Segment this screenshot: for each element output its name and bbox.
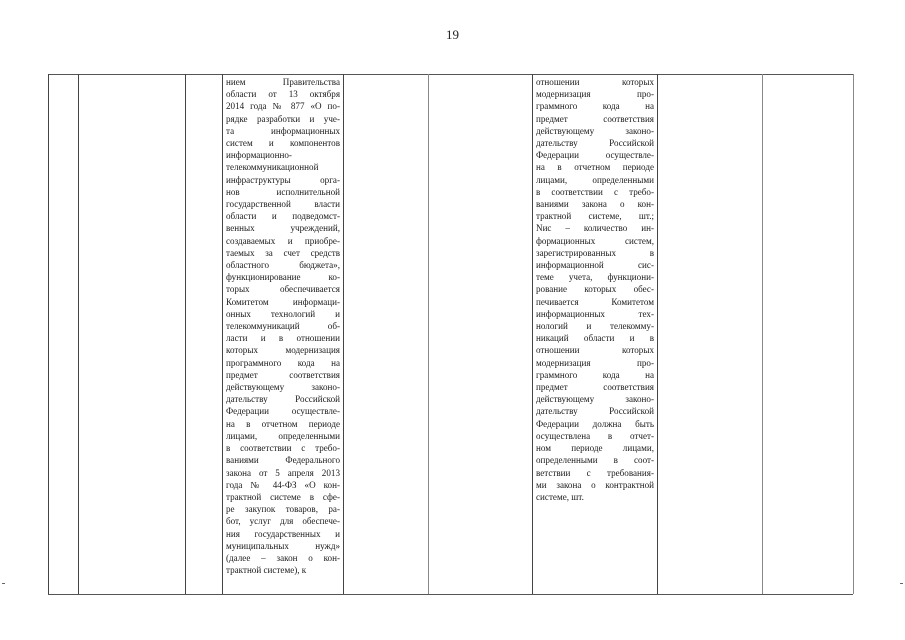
text-line: ном периоде лицами, <box>536 443 654 454</box>
text-line: дательству Российской <box>536 406 654 417</box>
text-line: дательству Российской <box>226 394 340 405</box>
text-line: государственной власти <box>226 199 340 210</box>
text-line: Федерации должна быть <box>536 418 654 429</box>
text-line: области от 13 октября <box>226 89 340 100</box>
page-number: 19 <box>446 27 459 42</box>
table-frame <box>48 74 853 595</box>
column-divider-7 <box>532 74 533 594</box>
text-line: та информационных <box>226 125 340 136</box>
text-line: инфраструктуры орга- <box>226 174 340 185</box>
text-line: предмет соответствия <box>536 382 654 393</box>
text-line: трактной системе), к <box>226 565 307 576</box>
text-line: трактной системе в сфе- <box>226 491 340 502</box>
text-line: в соответствии с требо- <box>226 443 340 454</box>
text-line: нием Правительства <box>226 77 340 87</box>
text-line: предмет соответствия <box>226 369 340 380</box>
text-line: областного бюджета», <box>226 260 340 271</box>
text-line: граммного кода на <box>536 101 654 112</box>
table-cell-calculation-method <box>536 76 654 503</box>
text-line: функционирование ко- <box>226 272 340 283</box>
text-line: ми закона о контрактной <box>536 479 654 490</box>
text-line: торых обеспечивается <box>226 284 340 295</box>
text-line: нов исполнительной <box>226 186 340 197</box>
text-line: венных учреждений, <box>226 223 340 234</box>
text-line: ласти и в отношении <box>226 333 340 344</box>
text-line: ния государственных и <box>226 528 340 539</box>
text-line: на в отчетном периоде <box>536 162 654 173</box>
text-line: муниципальных нужд» <box>226 540 340 551</box>
column-divider-2 <box>78 74 79 594</box>
text-line: Комитетом информаци- <box>226 296 340 307</box>
text-line: ваниями закона о кон- <box>536 199 654 210</box>
text-line: рование которых обес- <box>536 284 654 295</box>
text-line: таемых за счет средств <box>226 247 340 258</box>
text-line: формационных систем, <box>536 235 654 246</box>
text-line: в соответствии с требо- <box>536 186 654 197</box>
text-line: рядке разработки и уче- <box>226 113 340 124</box>
text-line: программного кода на <box>226 357 340 368</box>
text-line: модернизация про- <box>536 357 654 368</box>
text-line: телекоммуникаций об- <box>226 321 340 332</box>
text-line: действующему законо- <box>226 382 340 393</box>
text-line: года № 44-ФЗ «О кон- <box>226 479 340 490</box>
text-line: никаций области и в <box>536 333 654 344</box>
text-line: определенными в соот- <box>536 455 654 466</box>
text-line: создаваемых и приобре- <box>226 235 340 246</box>
text-line: лицами, определенными <box>226 430 340 441</box>
table-cell-legal-basis <box>226 76 340 576</box>
text-line: закона от 5 апреля 2013 <box>226 467 340 478</box>
text-line: теме учета, функциони- <box>536 272 654 283</box>
column-divider-9 <box>762 74 763 594</box>
text-line: информационной сис- <box>536 260 654 271</box>
text-line: бот, услуг для обеспече- <box>226 516 340 527</box>
text-line: трактной системе, шт.; <box>536 211 654 222</box>
text-line: предмет соответствия <box>536 113 654 124</box>
text-line: Федерации осуществле- <box>226 406 340 417</box>
text-line: лицами, определенными <box>536 174 654 185</box>
column-divider-6 <box>428 74 429 594</box>
text-line: (далее – закон о кон- <box>226 552 340 563</box>
text-line: онных технологий и <box>226 308 340 319</box>
column-divider-1 <box>48 74 49 594</box>
text-line: телекоммуникационной <box>226 162 319 173</box>
text-line: ре закупок товаров, ра- <box>226 504 340 515</box>
text-line: нологий и телекомму- <box>536 321 654 332</box>
text-line: ветствии с требования- <box>536 467 654 478</box>
text-line: Федерации осуществле- <box>536 150 654 161</box>
text-line: информационно- <box>226 150 292 161</box>
text-line: печивается Комитетом <box>536 296 654 307</box>
text-line: системе, шт. <box>536 491 584 502</box>
text-line: отношении которых <box>536 345 654 356</box>
margin-tick-right <box>900 583 903 584</box>
text-line: на в отчетном периоде <box>226 418 340 429</box>
column-divider-4 <box>222 74 223 594</box>
column-divider-3 <box>185 74 186 594</box>
column-divider-10 <box>853 74 854 594</box>
text-line: области и подведомст- <box>226 211 340 222</box>
column-divider-8 <box>657 74 658 594</box>
text-line: действующему законо- <box>536 125 654 136</box>
text-line: информационных тех- <box>536 308 654 319</box>
text-line: Nис – количество ин- <box>536 223 654 234</box>
margin-tick-left <box>2 583 5 584</box>
text-line: дательству Российской <box>536 138 654 149</box>
text-line: которых модернизация <box>226 345 340 356</box>
text-line: модернизация про- <box>536 89 654 100</box>
text-line: 2014 года № 877 «О по- <box>226 101 340 112</box>
text-line: отношении которых <box>536 77 654 87</box>
text-line: действующему законо- <box>536 394 654 405</box>
text-line: зарегистрированных в <box>536 247 654 258</box>
text-line: граммного кода на <box>536 369 654 380</box>
column-divider-5 <box>343 74 344 594</box>
text-line: ваниями Федерального <box>226 455 340 466</box>
text-line: осуществлена в отчет- <box>536 430 654 441</box>
text-line: систем и компонентов <box>226 138 340 149</box>
